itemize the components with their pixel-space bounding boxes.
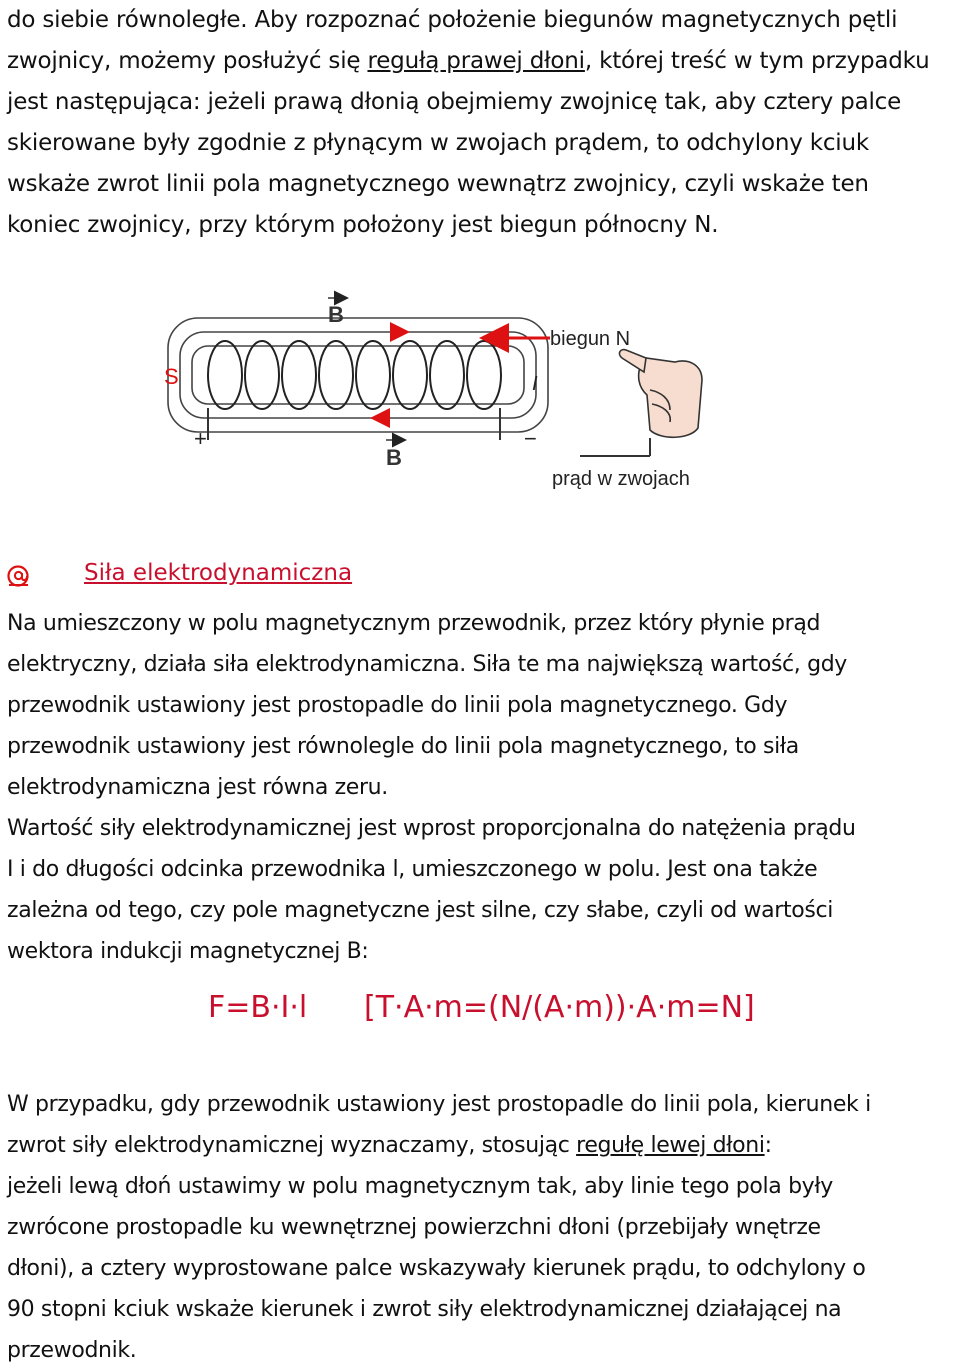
text-line — [7, 1125, 959, 1166]
coil-loops — [208, 341, 501, 409]
solenoid-figure — [150, 280, 720, 505]
text-line: jeżeli lewą dłoń ustawimy w polu magnetycznym tak, aby linie tego pola były — [7, 1174, 833, 1199]
text-line: zależna od tego, czy pole magnetyczne jest silne, czy słabe, czyli od wartości — [7, 898, 833, 923]
text-line: jest następująca: jeżeli prawą dłonią obejmiemy zwojnicę tak, aby cztery palce — [7, 89, 902, 115]
text-line: koniec zwojnicy, przy którym położony jest biegun północny N. — [7, 212, 719, 238]
at-sign-icon — [6, 564, 34, 588]
text-span: : — [764, 1133, 772, 1158]
text-line: wskaże zwrot linii pola magnetycznego wewnątrz zwojnicy, czyli wskaże ten — [7, 171, 869, 197]
text-line: do siebie równoległe. Aby rozpoznać położenie biegunów magnetycznych pętli — [7, 7, 898, 33]
left-hand-rule-link[interactable]: regułę lewej dłoni — [576, 1133, 765, 1158]
b-top-label: B — [328, 302, 344, 327]
text-line: zwrócone prostopadle ku wewnętrznej powierzchni dłoni (przebijały wnętrze — [7, 1215, 821, 1240]
text-line: wektora indukcji magnetycznej B: — [7, 939, 369, 964]
text-span: zwojnicy, możemy posłużyć się — [7, 48, 368, 74]
b-bottom-label: B — [386, 445, 402, 470]
text-line — [7, 41, 957, 82]
field-lines — [168, 318, 548, 432]
text-line: skierowane były zgodnie z płynącym w zwojach prądem, to odchylony kciuk — [7, 130, 869, 156]
text-line: dłoni), a cztery wyprostowane palce wskazywały kierunek prądu, to odchylony o — [7, 1256, 866, 1281]
force-formula: F=B·I·l — [208, 990, 308, 1025]
text-line: elektrodynamiczna jest równa zeru. — [7, 775, 388, 800]
unit-formula: [T·A·m=(N/(A·m))·A·m=N] — [364, 990, 755, 1025]
right-hand-rule-link[interactable]: regułą prawej dłoni — [367, 48, 585, 74]
text-line: 90 stopni kciuk wskaże kierunek i zwrot siły elektrodynamicznej działającej na — [7, 1297, 842, 1322]
intro-paragraph — [7, 0, 957, 246]
south-pole-label: S — [164, 364, 179, 389]
text-line: W przypadku, gdy przewodnik ustawiony jest prostopadle do linii pola, kierunek i — [7, 1092, 871, 1117]
text-span: , której treść w tym przypadku — [584, 48, 930, 74]
plus-label: + — [194, 426, 207, 451]
right-hand-icon — [619, 350, 702, 438]
section-heading — [6, 558, 956, 598]
text-line: Wartość siły elektrodynamicznej jest wprost proporcjonalna do natężenia prądu — [7, 816, 856, 841]
lead-wires — [208, 408, 500, 440]
text-line: elektryczny, działa siła elektrodynamiczna. Siła te ma największą wartość, gdy — [7, 652, 847, 677]
text-line: I i do długości odcinka przewodnika l, umieszczonego w polu. Jest ona także — [7, 857, 818, 882]
current-label: I — [532, 373, 538, 395]
current-in-coil-label: prąd w zwojach — [552, 468, 690, 490]
minus-label: − — [524, 426, 537, 451]
text-line: przewodnik ustawiony jest równolegle do linii pola magnetycznego, to siła — [7, 734, 799, 759]
text-line: Na umieszczony w polu magnetycznym przewodnik, przez który płynie prąd — [7, 611, 821, 636]
text-span: zwrot siły elektrodynamicznej wyznaczamy, stosując — [7, 1133, 577, 1158]
left-hand-rule-paragraph — [7, 1084, 959, 1371]
north-pole-label: biegun N — [550, 328, 631, 350]
text-line: przewodnik ustawiony jest prostopadle do linii pola magnetycznego. Gdy — [7, 693, 788, 718]
text-line: przewodnik. — [7, 1338, 137, 1363]
section-title: Siła elektrodynamiczna — [84, 560, 353, 586]
section-paragraph — [7, 603, 959, 972]
